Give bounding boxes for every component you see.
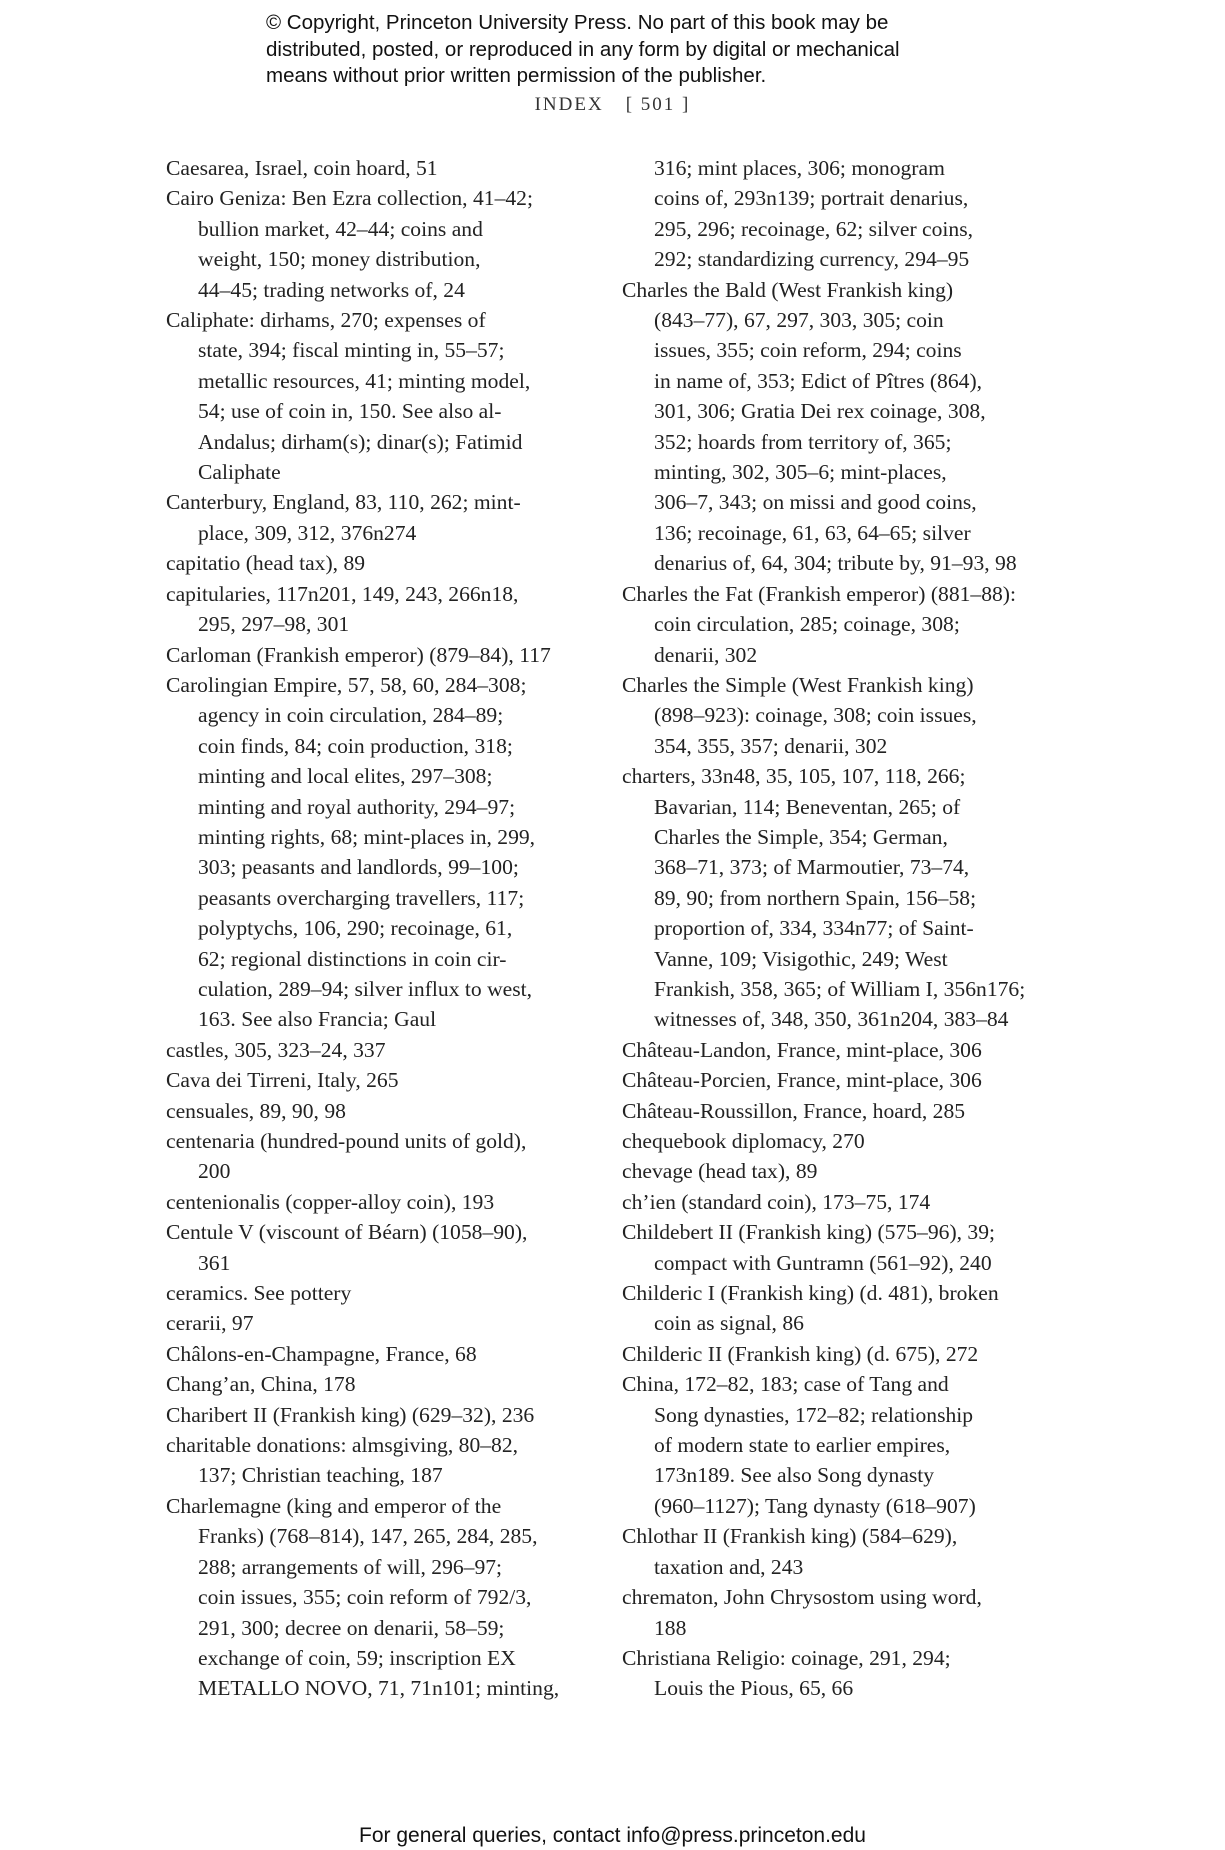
index-entry: Château-Roussillon, France, hoard, 285 <box>622 1098 966 1123</box>
index-entry: Centule V (viscount of Béarn) (1058–90), 361 <box>166 1220 528 1275</box>
index-entry: Carloman (Frankish emperor) (879–84), 117 <box>166 642 551 667</box>
copyright-line: distributed, posted, or reproduced in any form by digital or mechanical <box>266 37 900 61</box>
footer-contact: For general queries, contact info@press.princeton.edu <box>359 1824 866 1847</box>
index-entry: centenionalis (copper-alloy coin), 193 <box>166 1189 495 1214</box>
running-head-label: INDEX <box>534 94 604 115</box>
running-head <box>0 94 1225 116</box>
index-column-right <box>622 153 1067 1704</box>
index-entry: Château-Landon, France, mint-place, 306 <box>622 1037 982 1062</box>
index-entry: chequebook diplomacy, 270 <box>622 1129 865 1153</box>
index-entry: Christiana Religio: coinage, 291, 294; Louis the Pious, 65, 66 <box>622 1645 951 1701</box>
index-entry: ceramics. See pottery <box>166 1281 352 1306</box>
index-entry: chrematon, John Chrysostom using word, 188 <box>622 1585 982 1640</box>
index-entry: Chlothar II (Frankish king) (584–629), taxation and, 243 <box>622 1524 958 1579</box>
index-entry: Charibert II (Frankish king) (629–32), 236 <box>166 1402 535 1427</box>
index-entry: castles, 305, 323–24, 337 <box>166 1037 386 1062</box>
copyright-line: © Copyright, Princeton University Press. No part of this book may be <box>266 11 889 34</box>
index-entry: Chang’an, China, 178 <box>166 1372 356 1397</box>
index-entry: charters, 33n48, 35, 105, 107, 118, 266; Bavarian, 114; Beneventan, 265; of Charles the Simple, 354; German, 368–71, 373; of Marmoutier, 73–74, 89, 90; from northern Spain, 156–58; proportion of, 334, 334n77; of Saint- Vanne, 109; Visigothic, 249; West Frankish, 358, 365; of William I, 356n176; witnesses of, 348, 350, 361n204, 383–84 <box>622 764 1026 1032</box>
index-entry: Childeric I (Frankish king) (d. 481), broken coin as signal, 86 <box>622 1281 999 1336</box>
index-entry: Charlemagne (king and emperor of the Franks) (768–814), 147, 265, 284, 285, 288; arrangements of will, 296–97; coin issues, 355; coin reform of 792/3, 291, 300; decree on denarii, 58–59; exchange of coin, 59; inscription EX METALLO NOVO, 71, 71n101; minting, <box>166 1493 560 1701</box>
index-column-left <box>166 153 611 1704</box>
index-entry: Châlons-en-Champagne, France, 68 <box>166 1341 477 1366</box>
index-entry: Cairo Geniza: Ben Ezra collection, 41–42; bullion market, 42–44; coins and weight, 150; money distribution, 44–45; trading networks of, 24 <box>166 186 533 302</box>
index-entry: China, 172–82, 183; case of Tang and Song dynasties, 172–82; relationship of modern state to earlier empires, 173n189. See also Song dynasty (960–1127); Tang dynasty (618–907) <box>622 1372 976 1518</box>
index-entry: Canterbury, England, 83, 110, 262; mint- place, 309, 312, 376n274 <box>166 490 521 545</box>
index-entry: Cava dei Tirreni, Italy, 265 <box>166 1068 399 1093</box>
page-number: [ 501 ] <box>625 94 691 115</box>
index-entry: Childeric II (Frankish king) (d. 675), 272 <box>622 1341 979 1366</box>
index-entry: Carolingian Empire, 57, 58, 60, 284–308; agency in coin circulation, 284–89; coin finds, 84; coin production, 318; minting and local elites, 297–308; minting and royal authority, 294–97; minting rights, 68; mint-places in, 299, 303; peasants and landlords, 99–100; peasants overcharging travellers, 117; polyptychs, 106, 290; recoinage, 61, 62; regional distinctions in coin cir- culation, 289–94; silver influx to west, 163. See also Francia; Gaul <box>166 672 536 1032</box>
index-entry: Charles the Simple (West Frankish king) (898–923): coinage, 308; coin issues, 354, 355, 357; denarii, 302 <box>622 672 977 758</box>
index-entry: chevage (head tax), 89 <box>622 1159 818 1184</box>
index-entry: centenaria (hundred-pound units of gold), 200 <box>166 1129 527 1184</box>
index-entry: cerarii, 97 <box>166 1311 254 1336</box>
index-entry: ch’ien (standard coin), 173–75, 174 <box>622 1189 931 1214</box>
index-entry: Caesarea, Israel, coin hoard, 51 <box>166 156 438 180</box>
index-entry: censuales, 89, 90, 98 <box>166 1098 346 1123</box>
copyright-line: means without prior written permission of the publisher. <box>266 64 767 87</box>
index-entry: Childebert II (Frankish king) (575–96), 39; compact with Guntramn (561–92), 240 <box>622 1220 996 1275</box>
copyright-notice <box>266 10 1026 90</box>
index-entry: Caliphate: dirhams, 270; expenses of state, 394; fiscal minting in, 55–57; metallic resources, 41; minting model, 54; use of coin in, 150. See also al- Andalus; dirham(s); dinar(s); Fatimid Caliphate <box>166 308 531 485</box>
index-entry: charitable donations: almsgiving, 80–82, 137; Christian teaching, 187 <box>166 1433 519 1488</box>
index-entry: capitularies, 117n201, 149, 243, 266n18, 295, 297–98, 301 <box>166 581 519 637</box>
index-entry: Charles the Bald (West Frankish king) (843–77), 67, 297, 303, 305; coin issues, 355; coin reform, 294; coins in name of, 353; Edict of Pîtres (864), 301, 306; Gratia Dei rex coinage, 308, 352; hoards from territory of, 365; minting, 302, 305–6; mint-places, 306–7, 343; on missi and good coins, 136; recoinage, 61, 63, 64–65; silver denarius of, 64, 304; tribute by, 91–93, 98 <box>622 277 1017 576</box>
index-entry-continuation: 316; mint places, 306; monogram coins of, 293n139; portrait denarius, 295, 296; recoinage, 62; silver coins, 292; standardizing currency, 294–95 <box>654 156 974 272</box>
index-entry: Château-Porcien, France, mint-place, 306 <box>622 1068 982 1093</box>
index-entry: capitatio (head tax), 89 <box>166 551 366 576</box>
index-entry: Charles the Fat (Frankish emperor) (881–88): coin circulation, 285; coinage, 308; denarii, 302 <box>622 581 1016 667</box>
